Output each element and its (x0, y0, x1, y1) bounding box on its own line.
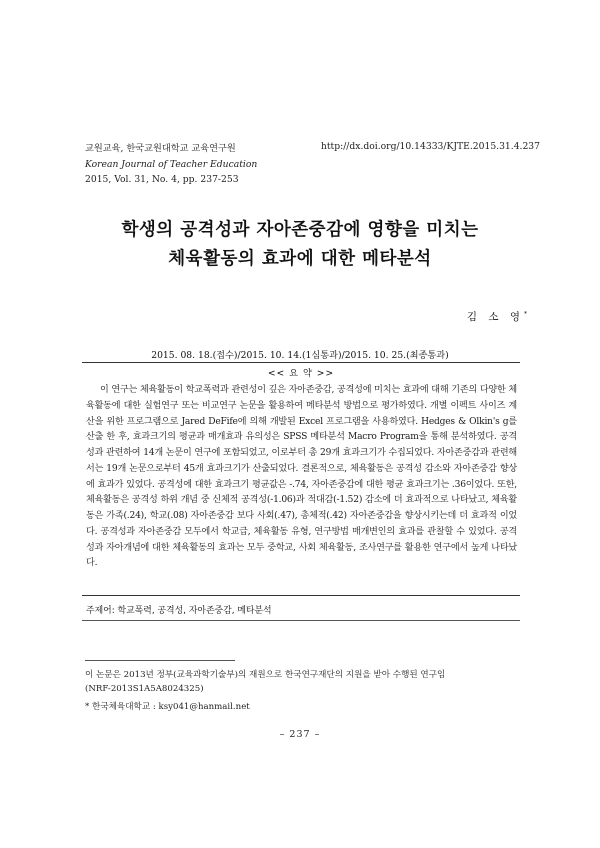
volume-line: 2015, Vol. 31, No. 4, pp. 237-253 (85, 174, 239, 185)
page-number: – 237 – (279, 729, 321, 740)
abstract-heading: << 요 약 >> (267, 368, 335, 379)
abstract-text: 이 연구는 체육활동이 학교폭력과 관련성이 깊은 자아존중감, 공격성에 미치는 효과에 대해 기존의 다양한 체육활동에 대한 실험연구 또는 비교연구 논문을 활용하여 메타분석 방법으로 평가하였다. 개별 이펙트 사이즈 계산을 위한 프로그램으로 Jared DeFife에 의해 개발된 Excel 프로그램을 사용하였다. Hedges & Olkin's g를 산출 한 후, 효과크기의 평균과 매개효과 유의성은 SPSS 메타분석 Macro Program을 통해 분석하였다. 공격성과 관련하여 14개 논문이 연구에 포함되었고, 이로부터 총 29개 효과크기가 수집되었다. 자아존중감과 관련해서는 19개 논문으로부터 45개 효과크기가 산출되었다. 결론적으로, 체육활동은 공격성 감소와 자아존중감 향상에 효과가 있었다. 공격성에 대한 효과크기 평균값은 -.74, 자아존중감에 대한 평균 효과크기는 .36이었다. 또한, 체육활동은 공격성 하위 개념 중 신체적 공격성(-1.06)과 적대감(-1.52) 감소에 더 효과적으로 나타났고, 체육활동은 가족(.24), 학교(.08) 자아존중감 보다 사회(.47), 총체적(.42) 자아존중감을 향상시키는데 더 효과적 이었다. 공격성과 자아존중감 모두에서 학교급, 체육활동 유형, 연구방법 매개변인의 효과를 관찰할 수 있었다. 공격성과 자아개념에 대한 체육활동의 효과는 모두 중학교, 사회 체육활동, 조사연구를 활용한 연구에서 높게 나타났다. (86, 385, 517, 569)
funding-footnote-line-1: 이 논문은 2013년 정부(교육과학기술부)의 재원으로 한국연구재단의 지원을 받아 수행된 연구임 (85, 670, 446, 680)
journal-name: Korean Journal of Teacher Education (85, 158, 258, 170)
author-affiliation-footnote: * 한국체육대학교 : ksy041@hanmail.net (85, 702, 250, 712)
review-dates: 2015. 08. 18.(접수)/2015. 10. 14.(1심통과)/2015. 10. 25.(최종통과) (151, 350, 449, 361)
paper-title-line-2: 체육활동의 효과에 대한 메타분석 (168, 249, 432, 269)
author-mark: * (524, 310, 527, 318)
doi-link[interactable]: http://dx.doi.org/10.14333/KJTE.2015.31.4.237 (320, 141, 540, 152)
journal-header (85, 141, 257, 188)
footnote-divider (85, 660, 235, 661)
paper-title-line-1: 학생의 공격성과 자아존중감에 영향을 미치는 (121, 220, 479, 240)
author (467, 309, 527, 324)
institution-line: 교원교육, 한국교원대학교 교육연구원 (85, 143, 236, 154)
funding-footnote-line-2: (NRF-2013S1A5A8024325) (85, 684, 204, 694)
keywords-divider (82, 620, 520, 621)
author-name: 김 소 영 (466, 311, 524, 323)
keywords: 주제어: 학교폭력, 공격성, 자아존중감, 메타분석 (86, 606, 272, 616)
abstract-section (82, 362, 520, 596)
